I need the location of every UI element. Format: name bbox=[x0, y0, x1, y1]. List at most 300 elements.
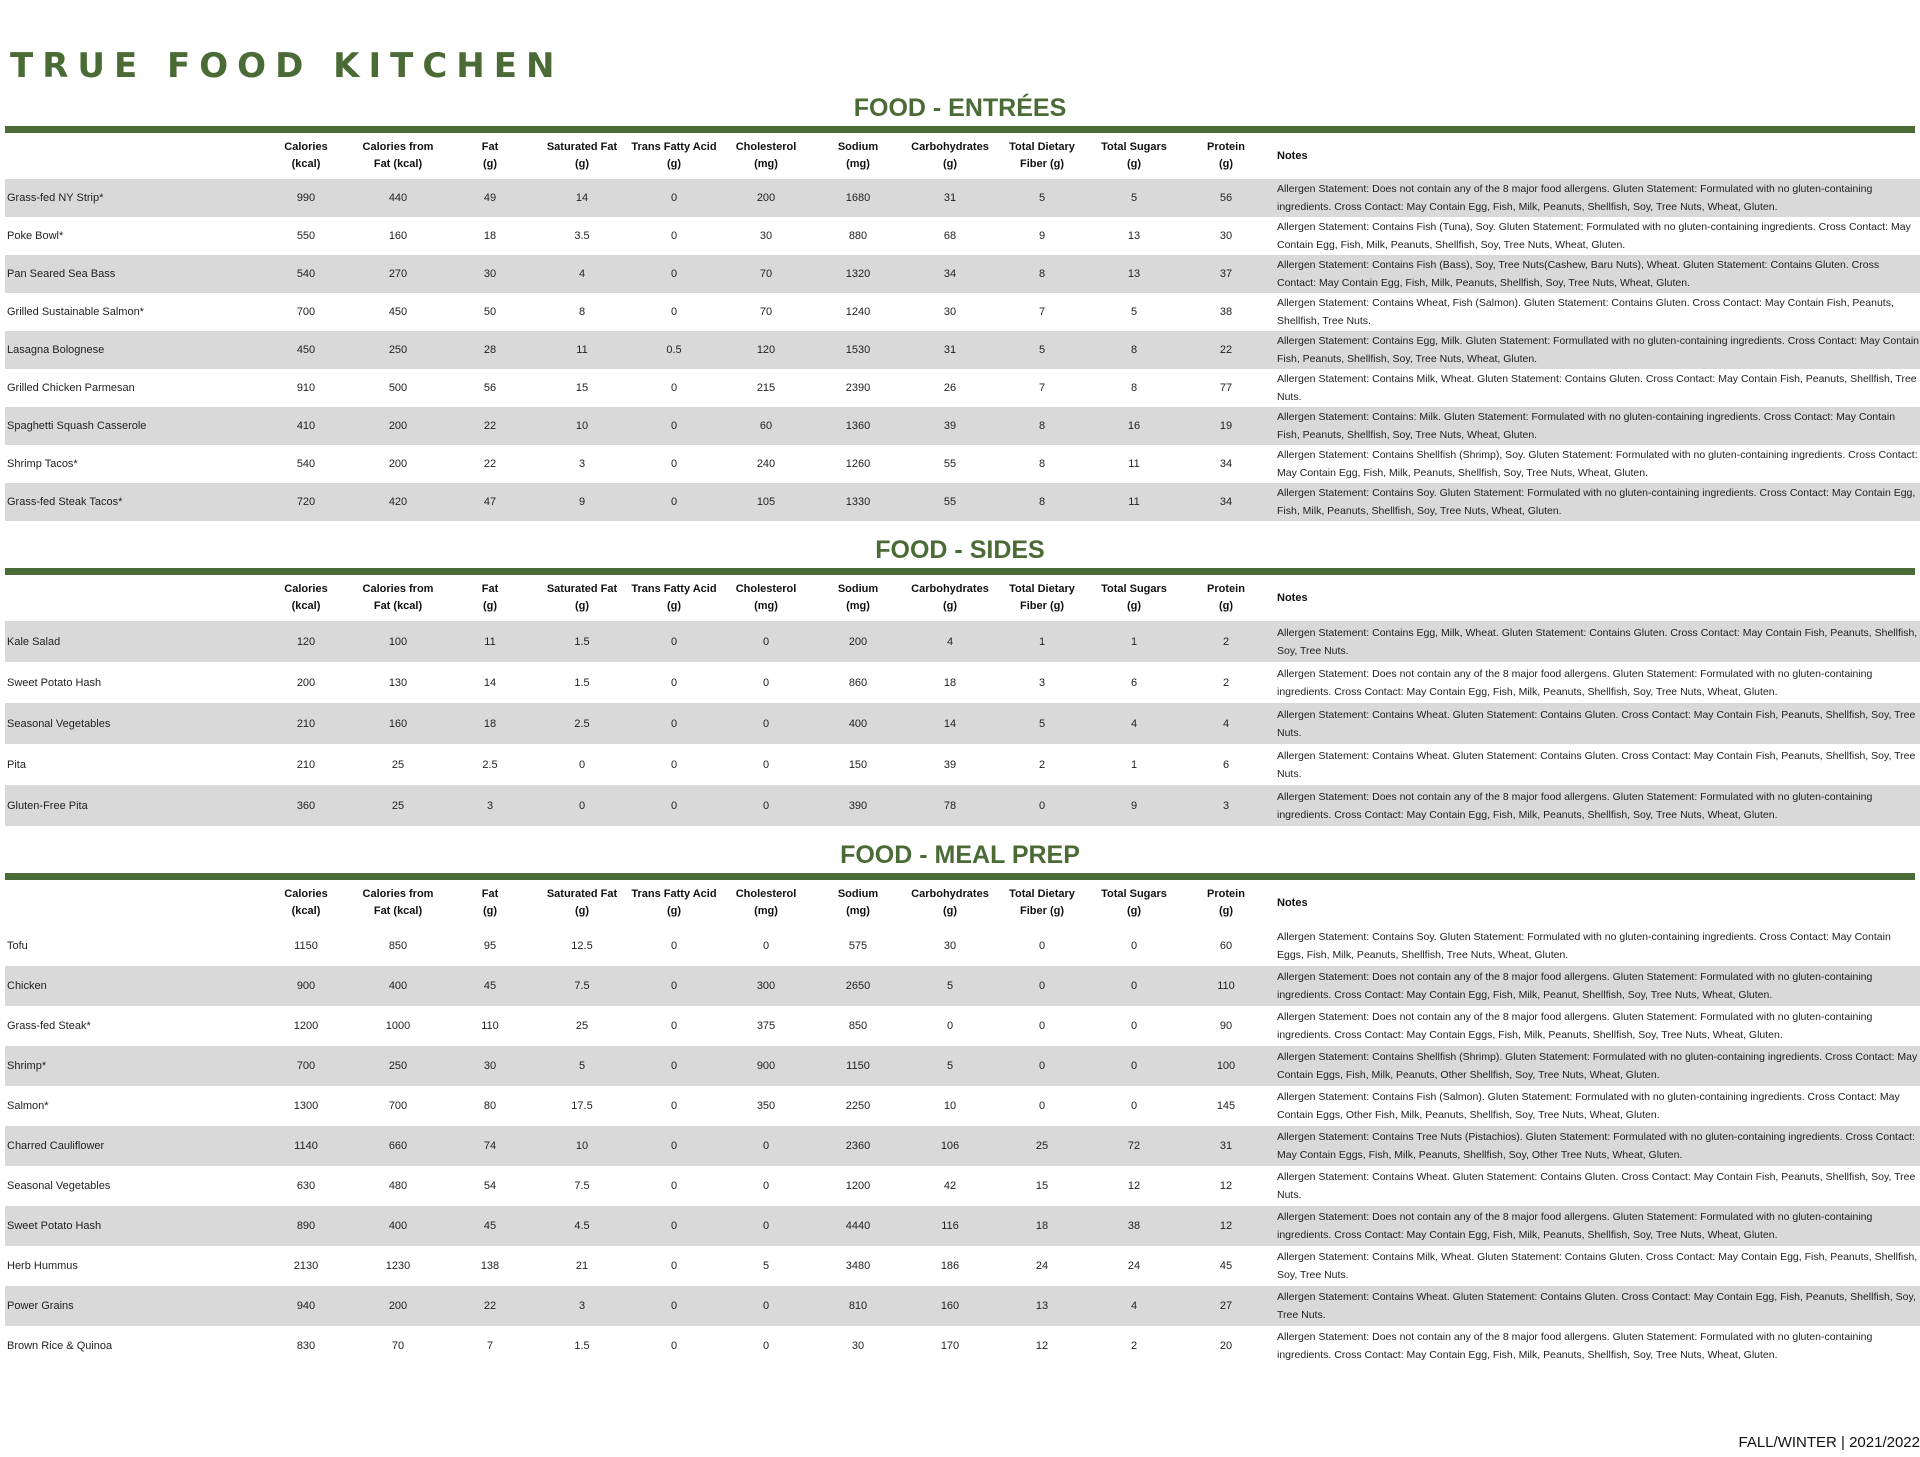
nutrient-value: 0 bbox=[670, 676, 678, 689]
nutrient-value: 14 bbox=[904, 703, 996, 744]
nutrient-value: 720 bbox=[260, 483, 352, 521]
section-title: FOOD - SIDES bbox=[875, 536, 1045, 564]
section-meal-prep bbox=[5, 840, 1918, 1366]
table-row bbox=[5, 445, 1920, 483]
nutrient-value: 70 bbox=[391, 1340, 405, 1352]
nutrient-value: 4.5 bbox=[536, 1206, 628, 1246]
nutrient-column-header: Cholesterol (mg) bbox=[735, 888, 797, 917]
nutrient-value: 2130 bbox=[293, 1260, 319, 1272]
nutrient-value: 72 bbox=[1088, 1126, 1180, 1166]
nutrient-value: 0 bbox=[628, 1126, 720, 1166]
nutrient-value: 30 bbox=[1219, 230, 1233, 242]
nutrient-value: 120 bbox=[720, 331, 812, 369]
item-name: Kale Salad bbox=[5, 621, 260, 662]
nutrient-value: 7.5 bbox=[536, 966, 628, 1006]
nutrient-value: 45 bbox=[444, 966, 536, 1006]
nutrient-value: 550 bbox=[296, 230, 316, 242]
table-header-row bbox=[5, 133, 1920, 179]
nutrient-value: 78 bbox=[904, 785, 996, 826]
nutrient-value: 0 bbox=[670, 382, 678, 394]
item-name: Sweet Potato Hash bbox=[5, 1206, 260, 1246]
nutrient-value: 940 bbox=[260, 1286, 352, 1326]
nutrient-column-header: Fat (g) bbox=[481, 141, 499, 170]
nutrient-value: 4440 bbox=[812, 1206, 904, 1246]
nutrient-value: 890 bbox=[260, 1206, 352, 1246]
nutrient-value: 18 bbox=[996, 1206, 1088, 1246]
nutrient-value: 540 bbox=[260, 255, 352, 293]
allergen-notes: Allergen Statement: Does not contain any of the 8 major food allergens. Gluten Statement: Formulated with no gluten-containing ingredients. Cross Contact: May Contain Egg, Fish, Milk, Peanuts, Shellfish, Soy, Tree Nuts, Wheat, Gluten. bbox=[1272, 785, 1920, 826]
table-row bbox=[5, 1126, 1920, 1166]
nutrient-column-header: Total Dietary Fiber (g) bbox=[1009, 141, 1075, 170]
nutrient-value: 0 bbox=[996, 966, 1088, 1006]
section-divider bbox=[5, 873, 1915, 880]
nutrient-value: 5 bbox=[762, 1260, 770, 1272]
nutrient-value: 3 bbox=[1038, 676, 1046, 689]
nutrient-value: 30 bbox=[943, 306, 957, 318]
nutrient-value: 0 bbox=[670, 458, 678, 470]
nutrient-column-header: Protein (g) bbox=[1207, 888, 1245, 917]
nutrient-value: 38 bbox=[1219, 306, 1233, 318]
nutrient-value: 1150 bbox=[294, 940, 318, 952]
nutrient-column-header: Sodium (mg) bbox=[837, 888, 879, 917]
nutrient-value: 900 bbox=[260, 966, 352, 1006]
nutrient-value: 0.5 bbox=[628, 331, 720, 369]
nutrient-value: 0 bbox=[670, 230, 678, 242]
allergen-notes: Allergen Statement: Does not contain any of the 8 major food allergens. Gluten Statement: Formulated with no gluten-containing ingredients. Cross Contact: May Contain Egg, Fish, Milk, Peanuts, Shellfish, Soy, Tree Nuts, Wheat, Gluten. bbox=[1277, 1331, 1873, 1361]
nutrient-value: 410 bbox=[260, 407, 352, 445]
nutrient-value: 34 bbox=[1219, 458, 1233, 470]
nutrient-value: 186 bbox=[940, 1260, 960, 1272]
nutrient-value: 2650 bbox=[812, 966, 904, 1006]
nutrient-value: 45 bbox=[444, 1206, 536, 1246]
item-name: Pita bbox=[7, 758, 26, 771]
nutrient-value: 0 bbox=[670, 940, 678, 952]
nutrient-value: 0 bbox=[628, 407, 720, 445]
nutrient-value: 20 bbox=[1219, 1340, 1233, 1352]
nutrient-value: 28 bbox=[444, 331, 536, 369]
section-title: FOOD - ENTRÉES bbox=[853, 94, 1067, 122]
nutrient-value: 26 bbox=[943, 382, 957, 394]
nutrient-value: 4 bbox=[1088, 703, 1180, 744]
nutrient-value: 42 bbox=[943, 1180, 957, 1192]
nutrient-value: 860 bbox=[848, 676, 868, 689]
nutrient-value: 150 bbox=[848, 758, 868, 771]
nutrient-value: 0 bbox=[762, 758, 770, 771]
nutrient-column-header: Carbohydrates (g) bbox=[911, 888, 989, 917]
nutrient-value: 12 bbox=[1035, 1340, 1049, 1352]
nutrient-value: 11 bbox=[1088, 483, 1180, 521]
nutrient-value: 37 bbox=[1180, 255, 1272, 293]
nutrient-value: 0 bbox=[628, 703, 720, 744]
item-name: Poke Bowl* bbox=[7, 230, 64, 242]
item-name: Chicken bbox=[5, 966, 260, 1006]
nutrient-value: 34 bbox=[1180, 483, 1272, 521]
table-row bbox=[5, 785, 1920, 826]
nutrient-value: 80 bbox=[483, 1100, 497, 1112]
allergen-notes: Allergen Statement: Contains Egg, Milk, Wheat. Gluten Statement: Contains Gluten. Cross Contact: May Contain Fish, Peanuts, Shellfish, Soy, Tree Nuts. bbox=[1272, 621, 1920, 662]
nutrient-value: 700 bbox=[260, 1046, 352, 1086]
nutrient-value: 3 bbox=[1180, 785, 1272, 826]
nutrient-value: 850 bbox=[388, 940, 408, 952]
nutrient-value: 375 bbox=[756, 1020, 776, 1032]
nutrient-column-header: Saturated Fat (g) bbox=[546, 888, 618, 917]
nutrient-value: 8 bbox=[1038, 458, 1046, 470]
nutrient-value: 8 bbox=[996, 255, 1088, 293]
nutrient-value: 27 bbox=[1180, 1286, 1272, 1326]
nutrient-value: 390 bbox=[812, 785, 904, 826]
nutrient-value: 1230 bbox=[385, 1260, 411, 1272]
nutrient-value: 6 bbox=[1130, 676, 1138, 689]
nutrient-value: 8 bbox=[1130, 382, 1138, 394]
allergen-notes: Allergen Statement: Contains: Milk. Gluten Statement: Formulated with no gluten-containing ingredients. Cross Contact: May Contain Fish, Peanuts, Shellfish, Soy, Tree Nuts, Wheat, Gluten. bbox=[1272, 407, 1920, 445]
nutrient-value: 0 bbox=[720, 1206, 812, 1246]
nutrient-value: 3 bbox=[444, 785, 536, 826]
nutrient-value: 49 bbox=[444, 179, 536, 217]
item-name: Lasagna Bolognese bbox=[5, 331, 260, 369]
nutrient-value: 350 bbox=[756, 1100, 776, 1112]
nutrient-value: 30 bbox=[851, 1340, 865, 1352]
nutrient-value: 15 bbox=[575, 382, 589, 394]
nutrient-value: 130 bbox=[388, 676, 408, 689]
nutrient-value: 700 bbox=[296, 306, 316, 318]
nutrient-value: 5 bbox=[536, 1046, 628, 1086]
nutrient-value: 25 bbox=[352, 785, 444, 826]
nutrient-value: 5 bbox=[996, 179, 1088, 217]
item-column-header bbox=[5, 880, 260, 926]
nutrient-value: 31 bbox=[1180, 1126, 1272, 1166]
nutrient-column-header: Trans Fatty Acid (g) bbox=[631, 583, 717, 612]
item-column-header bbox=[5, 133, 260, 179]
nutrient-value: 30 bbox=[444, 1046, 536, 1086]
allergen-notes: Allergen Statement: Contains Fish (Bass), Soy, Tree Nuts(Cashew, Baru Nuts), Wheat. Gluten Statement: Contains Gluten. Cross Contact: May Contain Egg, Fish, Milk, Peanuts, Shellfish, Soy, Tree Nuts, Wheat, Gluten. bbox=[1272, 255, 1920, 293]
table-row bbox=[5, 1046, 1920, 1086]
nutrient-column-header: Carbohydrates (g) bbox=[911, 141, 989, 170]
item-name: Seasonal Vegetables bbox=[7, 1180, 111, 1192]
table-row bbox=[5, 621, 1920, 662]
nutrient-value: 30 bbox=[759, 230, 773, 242]
nutrient-value: 11 bbox=[444, 621, 536, 662]
nutrient-value: 0 bbox=[720, 1286, 812, 1326]
nutrient-value: 0 bbox=[628, 1206, 720, 1246]
nutrient-value: 1 bbox=[996, 621, 1088, 662]
nutrient-value: 1.5 bbox=[574, 676, 590, 689]
nutrient-value: 2 bbox=[1130, 1340, 1138, 1352]
nutrient-value: 540 bbox=[296, 458, 316, 470]
nutrient-value: 480 bbox=[388, 1180, 408, 1192]
nutrient-column-header: Protein (g) bbox=[1207, 141, 1245, 170]
nutrient-value: 2 bbox=[1180, 621, 1272, 662]
table-header-row bbox=[5, 575, 1920, 621]
nutrient-value: 7 bbox=[1038, 306, 1046, 318]
table-row bbox=[5, 179, 1920, 217]
table-row bbox=[5, 255, 1920, 293]
nutrient-value: 200 bbox=[812, 621, 904, 662]
item-name: Shrimp* bbox=[5, 1046, 260, 1086]
allergen-notes: Allergen Statement: Contains Wheat. Gluten Statement: Contains Gluten. Cross Contact: May Contain Fish, Peanuts, Shellfish, Soy, Tree Nuts. bbox=[1277, 749, 1916, 780]
item-name: Power Grains bbox=[5, 1286, 260, 1326]
item-name: Gluten-Free Pita bbox=[5, 785, 260, 826]
nutrient-value: 14 bbox=[536, 179, 628, 217]
nutrient-value: 0 bbox=[996, 1046, 1088, 1086]
nutrient-value: 4 bbox=[1180, 703, 1272, 744]
nutrient-value: 0 bbox=[628, 785, 720, 826]
nutrient-column-header: Sodium (mg) bbox=[837, 583, 879, 612]
allergen-notes: Allergen Statement: Contains Wheat, Fish (Salmon). Gluten Statement: Contains Gluten. Cross Contact: May Contain Fish, Peanuts, Shellfish, Tree Nuts. bbox=[1277, 297, 1894, 327]
nutrient-value: 31 bbox=[904, 331, 996, 369]
nutrient-value: 250 bbox=[352, 1046, 444, 1086]
notes-column-header: Notes bbox=[1277, 591, 1308, 604]
nutrient-value: 0 bbox=[628, 1286, 720, 1326]
nutrient-value: 8 bbox=[996, 407, 1088, 445]
nutrient-value: 0 bbox=[1088, 966, 1180, 1006]
nutrient-value: 1.5 bbox=[536, 621, 628, 662]
nutrient-value: 1260 bbox=[845, 458, 871, 470]
nutrient-column-header: Carbohydrates (g) bbox=[911, 583, 989, 612]
nutrient-value: 106 bbox=[904, 1126, 996, 1166]
table-row bbox=[5, 1326, 1920, 1366]
allergen-notes: Allergen Statement: Contains Shellfish (Shrimp), Soy. Gluten Statement: Formulated with no gluten-containing ingredients. Cross Contact: May Contain Egg, Fish, Milk, Peanuts, Shellfish, Soy, Tree Nuts, Wheat, Gluten. bbox=[1277, 449, 1918, 479]
nutrient-value: 400 bbox=[352, 1206, 444, 1246]
nutrient-value: 0 bbox=[762, 940, 770, 952]
nutrient-column-header: Cholesterol (mg) bbox=[735, 583, 797, 612]
nutrient-value: 25 bbox=[391, 758, 405, 771]
nutrient-value: 160 bbox=[388, 230, 408, 242]
nutrient-value: 0 bbox=[628, 621, 720, 662]
nutrient-value: 200 bbox=[352, 1286, 444, 1326]
nutrient-value: 70 bbox=[759, 306, 773, 318]
nutrient-value: 0 bbox=[670, 1020, 678, 1032]
table-row bbox=[5, 1246, 1920, 1286]
nutrient-value: 0 bbox=[1130, 1100, 1138, 1112]
nutrient-value: 24 bbox=[1035, 1260, 1049, 1272]
nutrient-value: 30 bbox=[444, 255, 536, 293]
nutrient-value: 0 bbox=[670, 306, 678, 318]
nutrient-value: 5 bbox=[904, 966, 996, 1006]
nutrient-column-header: Calories from Fat (kcal) bbox=[362, 888, 434, 917]
allergen-notes: Allergen Statement: Contains Tree Nuts (Pistachios). Gluten Statement: Formulated with no gluten-containing ingredients. Cross Contact: May Contain Eggs, Fish, Milk, Peanuts, Shellfish, Soy, Other Tree Nuts, Wheat, Gluten. bbox=[1272, 1126, 1920, 1166]
nutrient-value: 0 bbox=[996, 785, 1088, 826]
nutrient-column-header: Total Sugars (g) bbox=[1101, 141, 1167, 170]
nutrient-column-header: Sodium (mg) bbox=[837, 141, 879, 170]
item-name: Salmon* bbox=[7, 1100, 49, 1112]
season-footer: FALL/WINTER | 2021/2022 bbox=[1738, 1434, 1920, 1451]
nutrient-column-header: Total Sugars (g) bbox=[1101, 888, 1167, 917]
item-name: Grass-fed NY Strip* bbox=[5, 179, 260, 217]
nutrient-value: 116 bbox=[904, 1206, 996, 1246]
nutrient-value: 8 bbox=[578, 306, 586, 318]
nutrient-value: 0 bbox=[1088, 1046, 1180, 1086]
nutrient-value: 450 bbox=[260, 331, 352, 369]
table-row bbox=[5, 703, 1920, 744]
nutrient-value: 47 bbox=[444, 483, 536, 521]
nutrient-value: 4 bbox=[1088, 1286, 1180, 1326]
nutrient-value: 4 bbox=[536, 255, 628, 293]
item-name: Tofu bbox=[7, 940, 28, 952]
nutrient-column-header: Cholesterol (mg) bbox=[735, 141, 797, 170]
nutrient-value: 990 bbox=[260, 179, 352, 217]
nutrient-value: 55 bbox=[904, 483, 996, 521]
nutrient-value: 400 bbox=[812, 703, 904, 744]
nutrient-column-header: Saturated Fat (g) bbox=[546, 583, 618, 612]
nutrient-value: 1200 bbox=[293, 1020, 319, 1032]
nutrient-value: 25 bbox=[996, 1126, 1088, 1166]
table-row bbox=[5, 662, 1920, 703]
nutrient-value: 39 bbox=[943, 758, 957, 771]
nutrient-value: 13 bbox=[1088, 255, 1180, 293]
notes-column-header: Notes bbox=[1277, 149, 1308, 162]
nutrient-value: 440 bbox=[352, 179, 444, 217]
nutrient-value: 575 bbox=[848, 940, 868, 952]
table-row bbox=[5, 744, 1920, 785]
nutrient-value: 5 bbox=[1130, 306, 1138, 318]
nutrient-column-header: Calories from Fat (kcal) bbox=[362, 583, 434, 612]
nutrient-value: 8 bbox=[1088, 331, 1180, 369]
nutrient-value: 25 bbox=[575, 1020, 589, 1032]
nutrient-value: 160 bbox=[904, 1286, 996, 1326]
nutrient-column-header: Calories (kcal) bbox=[284, 141, 328, 170]
allergen-notes: Allergen Statement: Contains Soy. Gluten Statement: Formulated with no gluten-containing ingredients. Cross Contact: May Contain Egg, Fish, Milk, Peanuts, Shellfish, Soy, Tree Nuts, Wheat, Gluten. bbox=[1272, 483, 1920, 521]
nutrient-value: 9 bbox=[1088, 785, 1180, 826]
table-row bbox=[5, 1086, 1920, 1126]
nutrient-value: 0 bbox=[720, 703, 812, 744]
table-row bbox=[5, 369, 1920, 407]
allergen-notes: Allergen Statement: Does not contain any of the 8 major food allergens. Gluten Statement: Formulated with no gluten-containing ingredients. Cross Contact: May Contain Egg, Fish, Milk, Peanuts, Shellfish, Soy, Tree Nuts, Wheat, Gluten. bbox=[1272, 1206, 1920, 1246]
nutrient-value: 7 bbox=[486, 1340, 494, 1352]
nutrient-value: 55 bbox=[943, 458, 957, 470]
nutrient-value: 1150 bbox=[812, 1046, 904, 1086]
nutrient-value: 1330 bbox=[812, 483, 904, 521]
item-name: Grass-fed Steak Tacos* bbox=[5, 483, 260, 521]
nutrient-value: 50 bbox=[483, 306, 497, 318]
item-name: Grilled Sustainable Salmon* bbox=[7, 306, 144, 318]
nutrient-value: 60 bbox=[720, 407, 812, 445]
nutrient-value: 0 bbox=[536, 785, 628, 826]
item-name: Spaghetti Squash Casserole bbox=[5, 407, 260, 445]
nutrition-table bbox=[5, 880, 1920, 1366]
item-name: Charred Cauliflower bbox=[5, 1126, 260, 1166]
nutrition-table bbox=[5, 133, 1920, 521]
nutrient-value: 0 bbox=[946, 1020, 954, 1032]
item-name: Seasonal Vegetables bbox=[5, 703, 260, 744]
allergen-notes: Allergen Statement: Contains Fish (Salmon). Gluten Statement: Formulated with no gluten-containing ingredients. Cross Contact: May Contain Eggs, Other Fish, Milk, Peanuts, Shellfish, Soy, Tree Nuts, Wheat, Gluten. bbox=[1277, 1091, 1900, 1121]
item-name: Sweet Potato Hash bbox=[7, 676, 102, 689]
nutrient-value: 110 bbox=[481, 1020, 499, 1032]
nutrient-column-header: Total Dietary Fiber (g) bbox=[1009, 583, 1075, 612]
table-row bbox=[5, 331, 1920, 369]
nutrient-value: 13 bbox=[1127, 230, 1141, 242]
item-name: Grilled Chicken Parmesan bbox=[7, 382, 135, 394]
nutrient-value: 1140 bbox=[260, 1126, 352, 1166]
table-row bbox=[5, 1166, 1920, 1206]
item-name: Herb Hummus bbox=[7, 1260, 78, 1272]
nutrient-value: 2 bbox=[1038, 758, 1046, 771]
nutrient-value: 660 bbox=[352, 1126, 444, 1166]
nutrient-value: 400 bbox=[352, 966, 444, 1006]
nutrient-column-header: Trans Fatty Acid (g) bbox=[631, 888, 717, 917]
nutrient-value: 210 bbox=[296, 758, 316, 771]
table-row bbox=[5, 293, 1920, 331]
nutrient-value: 56 bbox=[483, 382, 497, 394]
nutrition-table bbox=[5, 575, 1920, 826]
nutrient-value: 7 bbox=[1038, 382, 1046, 394]
nutrient-value: 70 bbox=[720, 255, 812, 293]
nutrient-value: 0 bbox=[1038, 940, 1046, 952]
nutrient-value: 145 bbox=[1216, 1100, 1236, 1112]
nutrient-value: 1240 bbox=[845, 306, 871, 318]
allergen-notes: Allergen Statement: Contains Fish (Tuna), Soy. Gluten Statement: Formulated with no gluten-containing ingredients. Cross Contact: May Contain Egg, Fish, Milk, Peanuts, Shellfish, Soy, Tree Nuts, Wheat, Gluten. bbox=[1277, 221, 1911, 251]
nutrient-value: 630 bbox=[296, 1180, 316, 1192]
nutrient-value: 0 bbox=[720, 785, 812, 826]
nutrient-column-header: Calories (kcal) bbox=[284, 583, 328, 612]
nutrient-value: 0 bbox=[762, 1340, 770, 1352]
nutrient-value: 8 bbox=[996, 483, 1088, 521]
nutrient-value: 0 bbox=[1130, 1020, 1138, 1032]
nutrient-value: 10 bbox=[943, 1100, 957, 1112]
nutrient-value: 3480 bbox=[845, 1260, 871, 1272]
nutrient-value: 880 bbox=[848, 230, 868, 242]
nutrient-value: 830 bbox=[296, 1340, 316, 1352]
nutrient-value: 30 bbox=[943, 940, 957, 952]
section-title: FOOD - MEAL PREP bbox=[840, 841, 1080, 869]
nutrient-value: 31 bbox=[904, 179, 996, 217]
nutrient-value: 0 bbox=[670, 758, 678, 771]
nutrient-value: 360 bbox=[260, 785, 352, 826]
nutrient-value: 21 bbox=[575, 1260, 589, 1272]
nutrient-value: 420 bbox=[352, 483, 444, 521]
nutrient-value: 24 bbox=[1127, 1260, 1141, 1272]
nutrient-value: 90 bbox=[1219, 1020, 1233, 1032]
nutrient-value: 0 bbox=[578, 758, 586, 771]
nutrient-value: 1360 bbox=[812, 407, 904, 445]
allergen-notes: Allergen Statement: Contains Wheat. Gluten Statement: Contains Gluten. Cross Contact: May Contain Fish, Peanuts, Shellfish, Soy, Tree Nuts. bbox=[1277, 1171, 1916, 1201]
allergen-notes: Allergen Statement: Contains Wheat. Gluten Statement: Contains Gluten. Cross Contact: May Contain Egg, Fish, Peanuts, Shellfish, Soy, Tree Nuts. bbox=[1272, 1286, 1920, 1326]
nutrient-value: 39 bbox=[904, 407, 996, 445]
nutrient-column-header: Total Dietary Fiber (g) bbox=[1009, 888, 1075, 917]
table-row bbox=[5, 926, 1920, 966]
allergen-notes: Allergen Statement: Does not contain any of the 8 major food allergens. Gluten Statement: Formulated with no gluten-containing ingredients. Cross Contact: May Contain Egg, Fish, Milk, Peanuts, Shellfish, Soy, Tree Nuts, Wheat, Gluten. bbox=[1272, 179, 1920, 217]
nutrient-value: 450 bbox=[388, 306, 408, 318]
nutrient-value: 10 bbox=[536, 1126, 628, 1166]
nutrient-value: 74 bbox=[444, 1126, 536, 1166]
nutrient-column-header: Protein (g) bbox=[1207, 583, 1245, 612]
nutrient-value: 56 bbox=[1180, 179, 1272, 217]
nutrient-value: 100 bbox=[352, 621, 444, 662]
nutrient-value: 170 bbox=[940, 1340, 960, 1352]
nutrient-value: 300 bbox=[720, 966, 812, 1006]
nutrient-column-header: Calories (kcal) bbox=[284, 888, 328, 917]
nutrient-value: 0 bbox=[670, 1260, 678, 1272]
nutrient-value: 3 bbox=[536, 1286, 628, 1326]
table-row bbox=[5, 407, 1920, 445]
allergen-notes: Allergen Statement: Contains Milk, Wheat. Gluten Statement: Contains Gluten. Cross Contact: May Contain Egg, Fish, Peanuts, Shellfish, Soy, Tree Nuts. bbox=[1277, 1251, 1918, 1281]
nutrient-value: 2390 bbox=[845, 382, 871, 394]
nutrient-value: 700 bbox=[388, 1100, 408, 1112]
nutrient-value: 22 bbox=[483, 458, 497, 470]
notes-column-header: Notes bbox=[1277, 896, 1308, 909]
brand-title: TRUE FOOD KITCHEN bbox=[10, 46, 564, 86]
nutrient-value: 77 bbox=[1219, 382, 1233, 394]
nutrient-value: 17.5 bbox=[571, 1100, 593, 1112]
nutrient-value: 500 bbox=[388, 382, 408, 394]
nutrient-value: 105 bbox=[720, 483, 812, 521]
nutrient-value: 18 bbox=[483, 230, 497, 242]
nutrient-value: 15 bbox=[1035, 1180, 1049, 1192]
nutrient-value: 810 bbox=[812, 1286, 904, 1326]
nutrient-column-header: Trans Fatty Acid (g) bbox=[631, 141, 717, 170]
nutrient-value: 1320 bbox=[812, 255, 904, 293]
nutrient-value: 0 bbox=[628, 179, 720, 217]
allergen-notes: Allergen Statement: Contains Shellfish (Shrimp). Gluten Statement: Formulated with no gluten-containing ingredients. Cross Contact: May Contain Eggs, Fish, Milk, Peanuts, Other Shellfish, Soy, Tree Nuts, Wheat, Gluten. bbox=[1272, 1046, 1920, 1086]
